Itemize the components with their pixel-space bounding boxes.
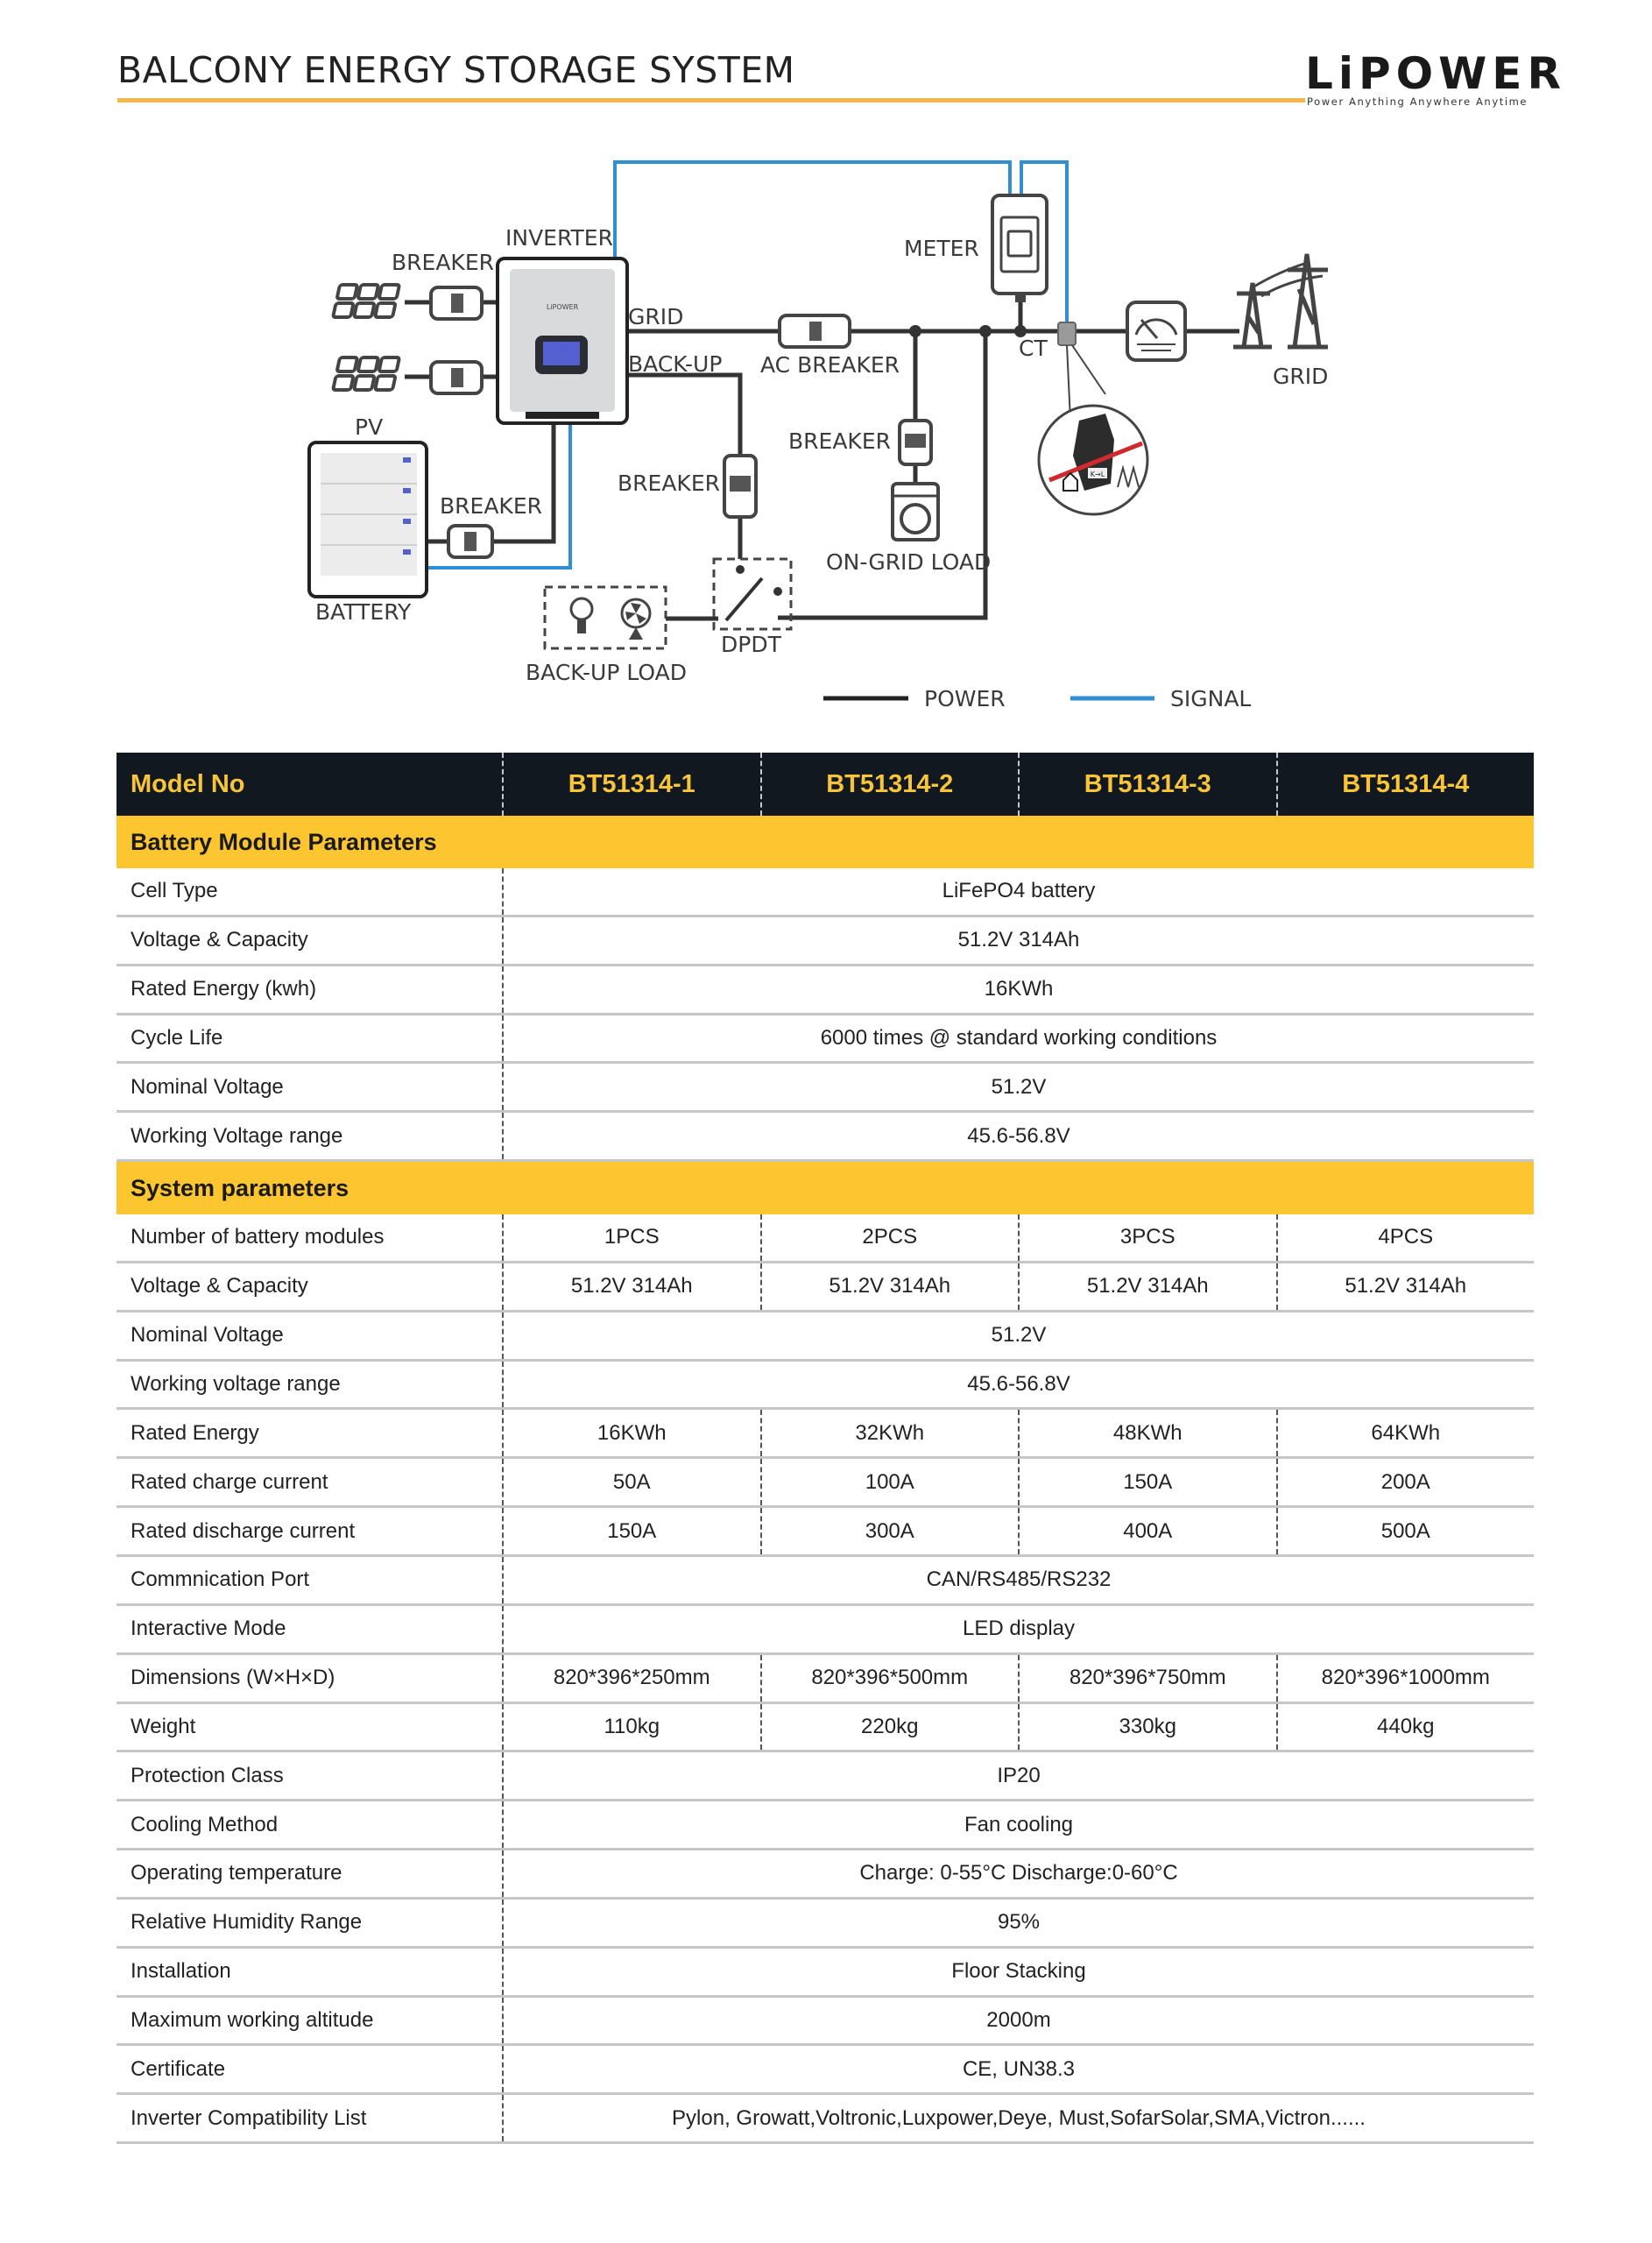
label-pv: PV (355, 414, 384, 440)
table-row (116, 2046, 1534, 2095)
row-label: Working Voltage range (131, 1123, 343, 1148)
row-value-merged: 16KWh (502, 966, 1534, 1013)
table-row (116, 1752, 1534, 1801)
table-row (116, 1557, 1534, 1606)
row-value: 50A (502, 1459, 760, 1505)
table-row (116, 1801, 1534, 1850)
label-grid: GRID (1273, 364, 1329, 389)
battery-icon (309, 442, 427, 597)
row-label: Relative Humidity Range (131, 1910, 363, 1935)
header-model: BT51314-2 (760, 753, 1019, 816)
label-grid-port: GRID (628, 304, 684, 329)
logo-tagline: Power Anything Anywhere Anytime (1307, 96, 1528, 108)
table-row (116, 1459, 1534, 1508)
row-label: Inverter Compatibility List (131, 2105, 367, 2130)
row-label: Nominal Voltage (131, 1074, 284, 1099)
row-value-merged: CE, UN38.3 (502, 2046, 1534, 2092)
row-label: Dimensions (W×H×D) (131, 1666, 335, 1690)
row-label: Working voltage range (131, 1372, 341, 1397)
row-label: Installation (131, 1959, 231, 1984)
table-row (116, 1410, 1534, 1459)
table-row (116, 1263, 1534, 1313)
row-value-merged: 45.6-56.8V (502, 1113, 1534, 1159)
diagram-legend (823, 686, 1251, 711)
table-row (116, 1998, 1534, 2047)
row-value: 820*396*250mm (502, 1655, 760, 1702)
row-value-merged: Fan cooling (502, 1801, 1534, 1848)
section-title: Battery Module Parameters (131, 828, 437, 855)
table-row (116, 1606, 1534, 1655)
row-label: Voltage & Capacity (131, 1274, 308, 1298)
row-value-merged: 2000m (502, 1998, 1534, 2044)
row-label: Cell Type (131, 879, 218, 903)
section-title: System parameters (131, 1174, 349, 1201)
backup-load-icon (545, 587, 666, 648)
table-row (116, 1362, 1534, 1411)
row-value-merged: 51.2V 314Ah (502, 917, 1534, 964)
row-value: 16KWh (502, 1410, 760, 1456)
page-title: BALCONY ENERGY STORAGE SYSTEM (117, 49, 795, 91)
header-model: BT51314-4 (1276, 753, 1535, 816)
inverter-icon (498, 258, 627, 423)
label-meter: METER (904, 236, 979, 261)
label-dpdt: DPDT (721, 632, 781, 657)
row-value: 820*396*500mm (760, 1655, 1019, 1702)
row-label: Nominal Voltage (131, 1323, 284, 1348)
row-value: 1PCS (502, 1214, 760, 1261)
table-row (116, 1313, 1534, 1362)
legend-power-label: POWER (924, 686, 1006, 711)
row-value: 4PCS (1276, 1214, 1535, 1261)
row-value-merged: Charge: 0-55°C Discharge:0-60°C (502, 1850, 1534, 1897)
pv-panel-icon (333, 285, 399, 390)
meter-icon (992, 195, 1047, 294)
table-row (116, 1214, 1534, 1263)
row-label: Voltage & Capacity (131, 928, 308, 952)
row-label: Rated Energy (kwh) (131, 977, 317, 1001)
table-row (116, 1015, 1534, 1065)
label-ct: CT (1019, 336, 1048, 361)
row-label: Maximum working altitude (131, 2007, 374, 2032)
label-breaker-pv: BREAKER (392, 250, 494, 275)
ct-detail-callout (1039, 345, 1147, 514)
system-wiring-diagram (0, 131, 1652, 727)
header-model-no: Model No (131, 769, 245, 798)
row-value: 820*396*1000mm (1276, 1655, 1535, 1702)
row-value: 51.2V 314Ah (760, 1263, 1019, 1310)
table-row (116, 1850, 1534, 1900)
header-model: BT51314-1 (502, 753, 760, 816)
row-value-merged: 51.2V (502, 1313, 1534, 1359)
table-header-row (116, 753, 1534, 816)
row-label: Rated charge current (131, 1469, 328, 1494)
label-inverter: INVERTER (505, 225, 613, 251)
row-value: 150A (502, 1508, 760, 1554)
table-row (116, 1655, 1534, 1704)
row-label: Interactive Mode (131, 1617, 286, 1641)
row-label: Certificate (131, 2056, 226, 2081)
header-model: BT51314-3 (1018, 753, 1276, 816)
row-value: 200A (1276, 1459, 1535, 1505)
row-value-merged: CAN/RS485/RS232 (502, 1557, 1534, 1603)
row-value: 220kg (760, 1704, 1019, 1751)
table-row (116, 1064, 1534, 1113)
row-value: 330kg (1018, 1704, 1276, 1751)
label-backup-load: BACK-UP LOAD (526, 660, 688, 685)
table-row (116, 966, 1534, 1015)
lightbulb-icon (571, 598, 592, 619)
row-label: Operating temperature (131, 1861, 342, 1886)
svg-text:LiPOWER: LiPOWER (546, 303, 579, 311)
row-value: 48KWh (1018, 1410, 1276, 1456)
label-breaker-backup: BREAKER (618, 471, 720, 496)
row-value: 820*396*750mm (1018, 1655, 1276, 1702)
brand-logo (1303, 48, 1566, 110)
row-label: Cooling Method (131, 1812, 279, 1836)
row-value: 440kg (1276, 1704, 1535, 1751)
row-value: 110kg (502, 1704, 760, 1751)
row-label: Rated Energy (131, 1420, 259, 1445)
label-breaker-battery: BREAKER (440, 493, 542, 519)
row-value: 32KWh (760, 1410, 1019, 1456)
table-row (116, 1704, 1534, 1753)
row-label: Rated discharge current (131, 1518, 356, 1543)
row-value: 2PCS (760, 1214, 1019, 1261)
table-row (116, 1949, 1534, 1998)
row-value: 64KWh (1276, 1410, 1535, 1456)
row-value: 51.2V 314Ah (1018, 1263, 1276, 1310)
row-value: 100A (760, 1459, 1019, 1505)
row-label: Commnication Port (131, 1567, 310, 1592)
row-value: 150A (1018, 1459, 1276, 1505)
label-backup-port: BACK-UP (628, 351, 723, 377)
table-row (116, 917, 1534, 966)
row-label: Protection Class (131, 1763, 284, 1787)
row-value-merged: LED display (502, 1606, 1534, 1652)
table-row (116, 1113, 1534, 1162)
row-value: 500A (1276, 1508, 1535, 1554)
row-value: 300A (760, 1508, 1019, 1554)
spec-table (116, 753, 1534, 2144)
table-row (116, 1508, 1534, 1557)
row-label: Weight (131, 1714, 196, 1738)
svg-text:K→L: K→L (1090, 471, 1105, 478)
row-value: 51.2V 314Ah (1276, 1263, 1535, 1310)
legend-signal-label: SIGNAL (1170, 686, 1252, 711)
table-row (116, 1900, 1534, 1949)
label-on-grid-load: ON-GRID LOAD (826, 549, 992, 575)
row-value: 3PCS (1018, 1214, 1276, 1261)
label-breaker-ongrid: BREAKER (788, 428, 891, 454)
row-value: 400A (1018, 1508, 1276, 1554)
row-value-merged: IP20 (502, 1752, 1534, 1799)
logo-wordmark: LiPOWER (1305, 48, 1566, 99)
row-value-merged: 45.6-56.8V (502, 1362, 1534, 1408)
row-label: Cycle Life (131, 1025, 223, 1050)
washing-machine-icon (893, 484, 938, 540)
table-row (116, 2095, 1534, 2144)
row-value: 51.2V 314Ah (502, 1263, 760, 1310)
section-band-battery-module (116, 816, 1534, 868)
row-label: Number of battery modules (131, 1225, 385, 1249)
row-value-merged: Floor Stacking (502, 1949, 1534, 1995)
grid-tower-icon (1233, 254, 1328, 347)
row-value-merged: Pylon, Growatt,Voltronic,Luxpower,Deye, Must,SofarSolar,SMA,Victron...... (502, 2095, 1534, 2141)
row-value-merged: 51.2V (502, 1064, 1534, 1110)
label-battery: BATTERY (315, 599, 412, 625)
row-value-merged: LiFePO4 battery (502, 868, 1534, 915)
utility-meter-gauge-icon (1127, 302, 1185, 360)
title-underline (117, 98, 1305, 103)
table-row (116, 868, 1534, 917)
section-band-system (116, 1162, 1534, 1214)
label-ac-breaker: AC BREAKER (760, 352, 900, 378)
row-value-merged: 95% (502, 1900, 1534, 1946)
row-value-merged: 6000 times @ standard working conditions (502, 1015, 1534, 1062)
ct-sensor-icon (1058, 322, 1076, 345)
